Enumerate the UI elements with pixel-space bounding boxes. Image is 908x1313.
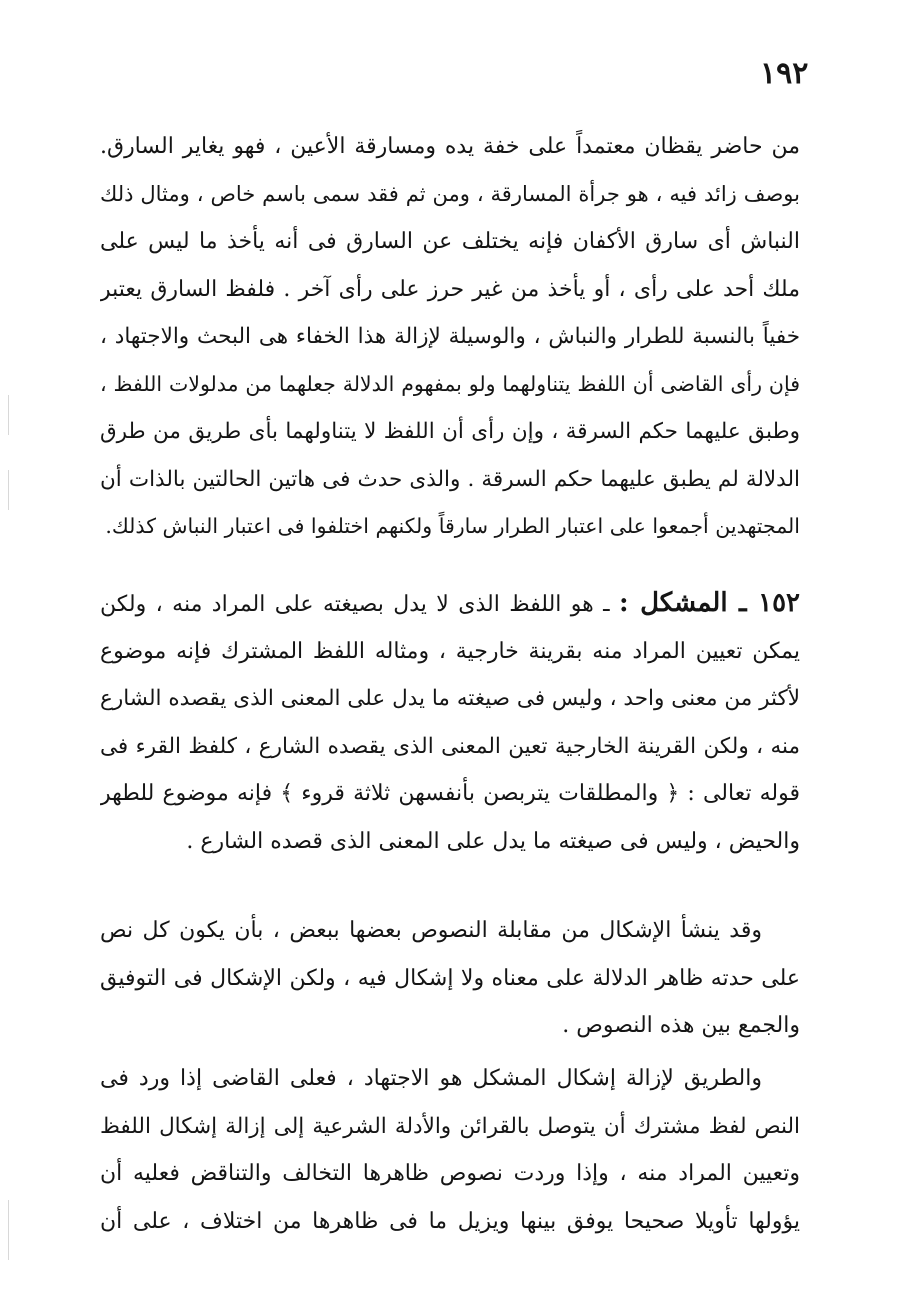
text-line: النباش أى سارق الأكفان فإنه يختلف عن السارق فى أنه يأخذ ما ليس على	[100, 229, 800, 254]
scan-margin-mark	[8, 1200, 9, 1260]
text-line: من حاضر يقظان معتمداً على خفة يده ومسارقة الأعين ، فهو يغاير السارق.	[100, 134, 800, 159]
text-line: وقد ينشأ الإشكال من مقابلة النصوص بعضها ببعض ، بأن يكون كل نص	[100, 918, 762, 943]
text-line: بوصف زائد فيه ، هو جرأة المسارقة ، ومن ثم فقد سمى باسم خاص ، ومثال ذلك	[100, 181, 800, 206]
page-number: ١٩٢	[760, 56, 809, 91]
paragraph-3	[100, 907, 800, 1050]
text-line: والطريق لإزالة إشكال المشكل هو الاجتهاد ، فعلى القاضى إذا ورد فى	[100, 1066, 762, 1091]
text-line: والجمع بين هذه النصوص .	[562, 1013, 800, 1038]
heading-continuation: ـ هو اللفظ الذى لا يدل بصيغته على المراد منه ، ولكن	[100, 592, 620, 617]
text-line: على حدته ظاهر الدلالة على معناه ولا إشكال فيه ، ولكن الإشكال فى التوفيق	[100, 965, 800, 991]
scan-margin-mark	[8, 395, 9, 435]
text-line: المجتهدين أجمعوا على اعتبار الطرار سارقاً ولكنهم اختلفوا فى اعتبار النباش كذلك.	[105, 514, 800, 538]
text-line: يؤولها تأويلا صحيحا يوفق بينها ويزيل ما فى ظاهرها من اختلاف ، على أن	[100, 1208, 800, 1234]
paragraph-4	[100, 1055, 800, 1245]
paragraph-1	[100, 123, 800, 551]
text-line: وتعيين المراد منه ، وإذا وردت نصوص ظاهرها التخالف والتناقض فعليه أن	[100, 1161, 800, 1186]
text-line	[100, 580, 800, 628]
text-line: وطبق عليهما حكم السرقة ، وإن رأى أن اللفظ لا يتناولهما بأى طريق من طرق	[100, 419, 800, 444]
section-heading: ١٥٢ ـ المشكل :	[619, 588, 800, 618]
text-line: فإن رأى القاضى أن اللفظ يتناولهما ولو بمفهوم الدلالة جعلهما من مدلولات اللفظ ،	[100, 371, 800, 396]
paragraph-2	[100, 580, 800, 865]
text-line: لأكثر من معنى واحد ، وليس فى صيغته ما يدل على المعنى الذى يقصده الشارع	[100, 686, 800, 711]
text-line: منه ، ولكن القرينة الخارجية تعين المعنى الذى يقصده الشارع ، كلفظ القرء فى	[100, 733, 800, 759]
text-line: يمكن تعيين المراد منه بقرينة خارجية ، ومثاله اللفظ المشترك فإنه موضوع	[100, 638, 800, 664]
text-line: ملك أحد على رأى ، أو يأخذ من غير حرز على رأى آخر . فلفظ السارق يعتبر	[100, 276, 800, 302]
text-line: خفياً بالنسبة للطرار والنباش ، والوسيلة لإزالة هذا الخفاء هى البحث والاجتهاد ،	[100, 324, 800, 349]
text-line: والحيض ، وليس فى صيغته ما يدل على المعنى الذى قصده الشارع .	[186, 828, 800, 854]
scan-margin-mark	[8, 470, 9, 510]
text-line: النص لفظ مشترك أن يتوصل بالقرائن والأدلة الشرعية إلى إزالة إشكال اللفظ	[100, 1113, 800, 1139]
text-line: الدلالة لم يطبق عليهما حكم السرقة . والذى حدث فى هاتين الحالتين بالذات أن	[100, 466, 800, 492]
text-line: قوله تعالى : ﴿ والمطلقات يتربصن بأنفسهن ثلاثة قروء ﴾ فإنه موضوع للطهر	[100, 781, 800, 806]
